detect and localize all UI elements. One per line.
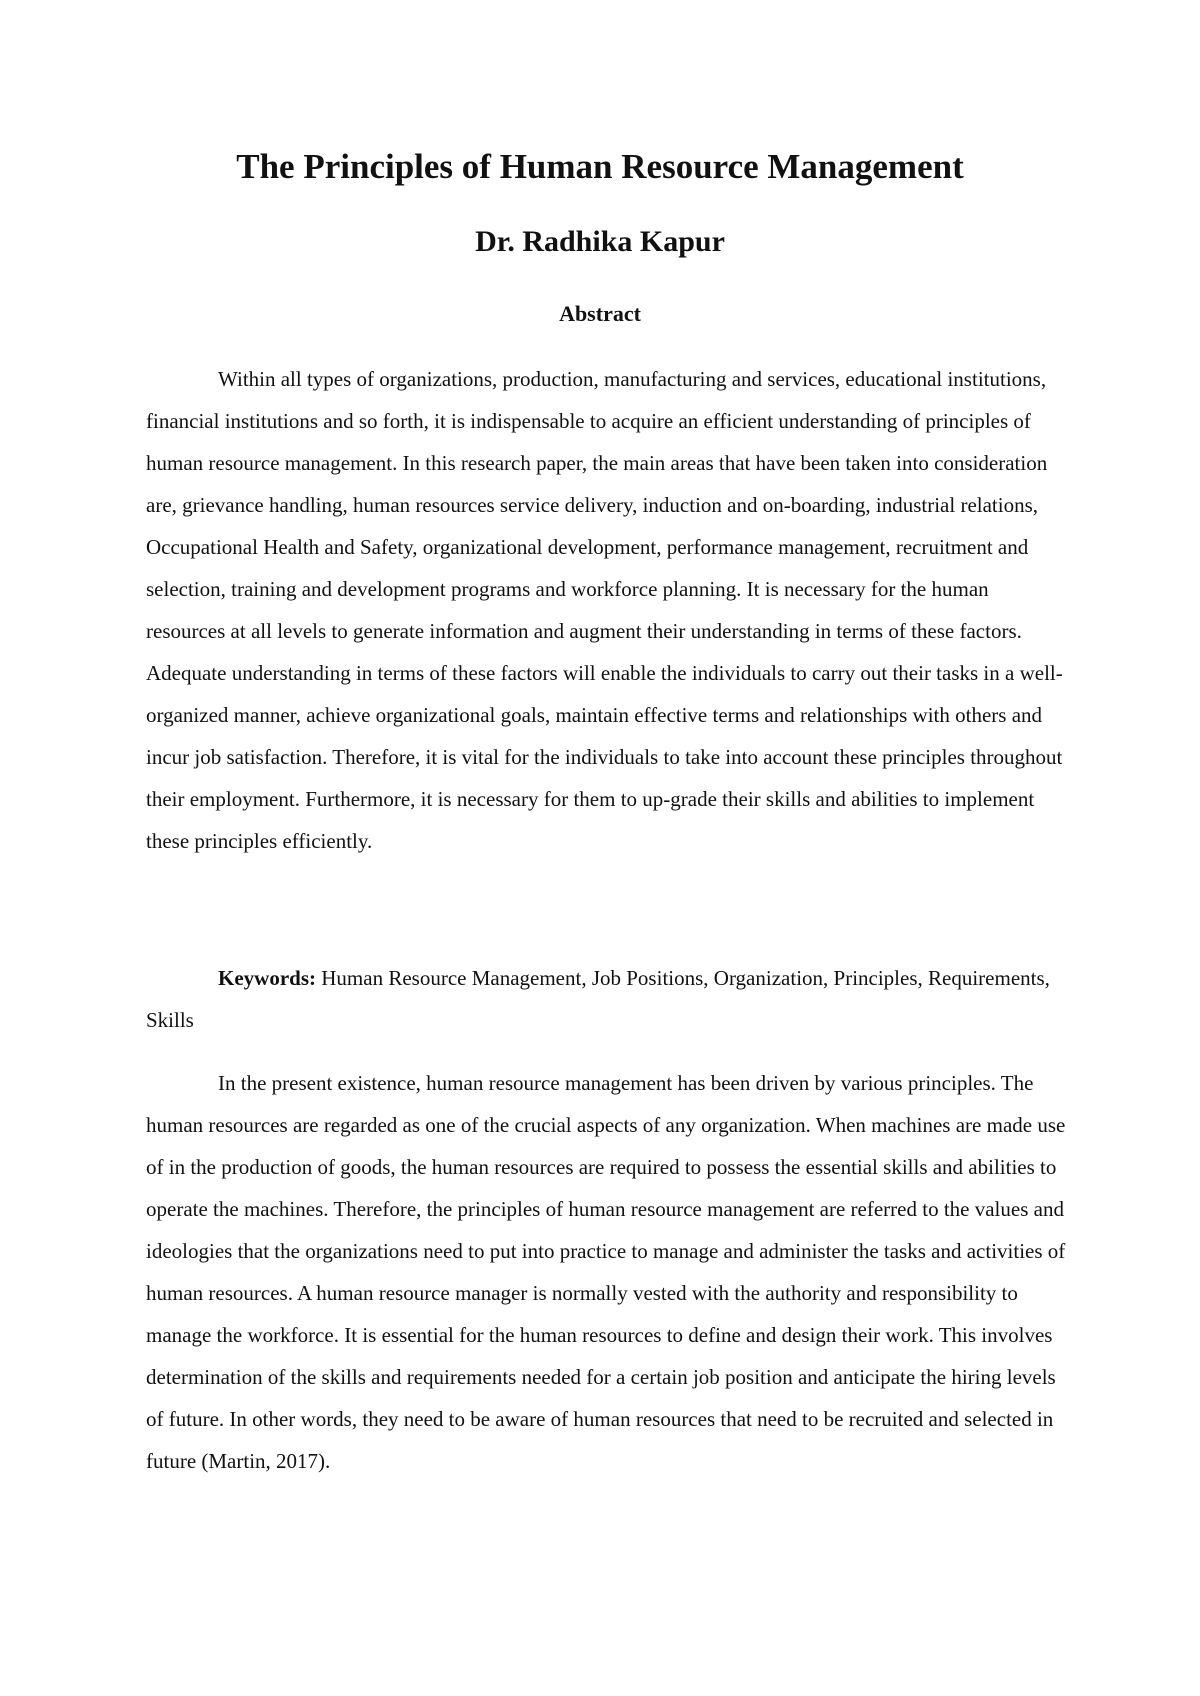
author-name: Dr. Radhika Kapur	[475, 225, 725, 258]
keywords-label: Keywords:	[218, 966, 316, 990]
keywords-paragraph	[146, 957, 1066, 1041]
intro-paragraph: In the present existence, human resource management has been driven by various principles. The human resources are regarded as one of the crucial aspects of any organization. When machines are made use of in the production of goods, the human resources are required to possess the essential skills and abilities to operate the machines. Therefore, the principles of human resource management are referred to the values and ideologies that the organizations need to put into practice to manage and administer the tasks and activities of human resources. A human resource manager is normally vested with the authority and responsibility to manage the workforce. It is essential for the human resources to define and design their work. This involves determination of the skills and requirements needed for a certain job position and anticipate the hiring levels of future. In other words, they need to be aware of human resources that need to be recruited and selected in future (Martin, 2017).	[146, 1071, 1066, 1473]
keywords-list: Human Resource Management, Job Positions, Organization, Principles, Requirements, Skills	[146, 966, 1050, 1032]
abstract-paragraph: Within all types of organizations, production, manufacturing and services, educational institutions, financial institutions and so forth, it is indispensable to acquire an efficient understanding of principles of human resource management. In this research paper, the main areas that have been taken into consideration are, grievance handling, human resources service delivery, induction and on-boarding, industrial relations, Occupational Health and Safety, organizational development, performance management, recruitment and selection, training and development programs and workforce planning. It is necessary for the human resources at all levels to generate information and augment their understanding in terms of these factors. Adequate understanding in terms of these factors will enable the individuals to carry out their tasks in a well-organized manner, achieve organizational goals, maintain effective terms and relationships with others and incur job satisfaction. Therefore, it is vital for the individuals to take into account these principles throughout their employment. Furthermore, it is necessary for them to up-grade their skills and abilities to implement these principles efficiently.	[146, 367, 1063, 853]
page-title: The Principles of Human Resource Management	[236, 147, 964, 186]
abstract-heading: Abstract	[559, 301, 641, 326]
